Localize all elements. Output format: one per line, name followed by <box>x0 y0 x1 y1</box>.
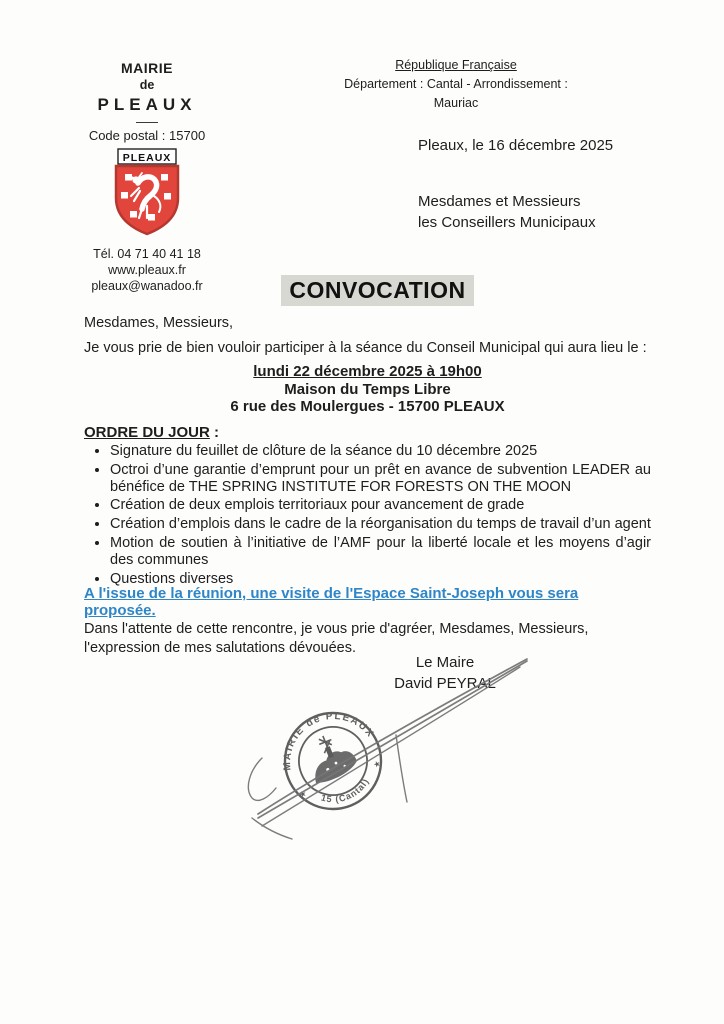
sender-org-line2: de <box>139 78 155 92</box>
agenda-item: • Questions diverses <box>110 571 651 588</box>
stamp-bottom-text: 15 (Cantal) <box>319 776 371 805</box>
signoff-name: David PEYRAL <box>394 675 496 692</box>
agenda-heading-text: ORDRE DU JOUR <box>84 424 210 441</box>
sender-org-line3: PLEAUX <box>97 95 197 114</box>
signature <box>200 628 560 858</box>
agenda-item: • Création de deux emplois territoriaux pour avancement de grade <box>110 497 651 514</box>
stamp-star-left-icon: ★ <box>297 788 308 800</box>
coat-of-arms <box>112 148 182 236</box>
postal-code: Code postal : 15700 <box>88 128 206 143</box>
recipient-block <box>418 191 596 233</box>
agenda-list <box>84 443 651 590</box>
sender-email: pleaux@wanadoo.fr <box>91 279 203 293</box>
recipient-line1: Mesdames et Messieurs <box>418 193 581 210</box>
sender-phone: Tél. 04 71 40 41 18 <box>93 247 201 261</box>
meeting-venue: Maison du Temps Libre <box>284 380 451 398</box>
crest-banner-text: PLEAUX <box>122 152 172 164</box>
agenda-item: • Octroi d’une garantie d’emprunt pour un prêt en avance de subvention LEADER au bénéfice de THE SPRING INSTITUTE FOR FORESTS ON THE MOON <box>110 462 651 496</box>
agenda-heading-colon: : <box>209 424 220 441</box>
meeting-datetime: lundi 22 décembre 2025 à 19h00 <box>253 363 482 380</box>
agenda-item: • Création d’emplois dans le cadre de la réorganisation du temps de travail d’un agent <box>110 516 651 533</box>
announcement-line: A l'issue de la réunion, une visite de l'Espace Saint-Joseph vous sera proposée. <box>84 585 579 619</box>
page-title: CONVOCATION <box>281 275 473 306</box>
sender-website: www.pleaux.fr <box>108 263 186 277</box>
agenda-heading <box>84 424 219 441</box>
agenda-item: • Motion de soutien à l’initiative de l’AMF pour la liberté locale et les moyens d’agir des communes <box>110 535 651 569</box>
stamp-top-text: MAIRIE de PLEAUX <box>281 710 377 771</box>
recipient-line2: les Conseillers Municipaux <box>418 214 596 231</box>
meeting-address: 6 rue des Moulergues - 15700 PLEAUX <box>230 398 505 416</box>
meeting-block <box>85 363 650 416</box>
signoff-role: Le Maire <box>415 654 475 671</box>
divider <box>136 122 158 123</box>
intro-paragraph: Je vous prie de bien vouloir participer à la séance du Conseil Municipal qui aura lieu le : <box>84 340 647 356</box>
sender-block <box>60 60 234 294</box>
agenda-item: • Signature du feuillet de clôture de la séance du 10 décembre 2025 <box>110 443 651 460</box>
stamp-star-right-icon: ★ <box>371 758 383 770</box>
salutation: Mesdames, Messieurs, <box>84 315 234 331</box>
closing-paragraph: Dans l'attente de cette rencontre, je vous prie d'agréer, Mesdames, Messieurs, l'expression de mes salutations dévouées. <box>84 621 589 657</box>
sender-org-line1: MAIRIE <box>121 60 173 76</box>
republic-line: République Française <box>395 58 517 72</box>
date-line: Pleaux, le 16 décembre 2025 <box>418 137 614 154</box>
title-row <box>85 275 670 306</box>
department-line: Département : Cantal - Arrondissement : Mauriac <box>344 76 568 110</box>
header-right <box>336 56 576 112</box>
